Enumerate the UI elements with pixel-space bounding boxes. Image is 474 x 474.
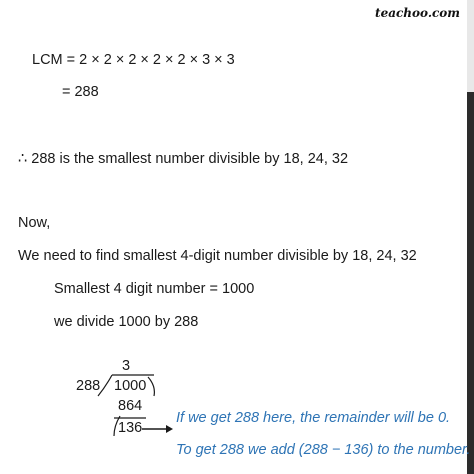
- lcm-line: LCM = 2 × 2 × 2 × 2 × 2 × 3 × 3: [32, 52, 235, 68]
- scrollbar-thumb[interactable]: [467, 92, 474, 474]
- requirement-line: We need to find smallest 4-digit number divisible by 18, 24, 32: [18, 248, 417, 264]
- scrollbar-track[interactable]: [467, 0, 474, 474]
- divide-line: we divide 1000 by 288: [54, 314, 199, 330]
- division-quotient: 3: [122, 358, 131, 374]
- division-product: 864: [118, 398, 143, 414]
- note-remainder: If we get 288 here, the remainder will be 0.: [176, 410, 451, 426]
- conclusion-line: ∴ 288 is the smallest number divisible by 18, 24, 32: [18, 151, 349, 167]
- note-add: To get 288 we add (288 − 136) to the number.: [176, 442, 471, 458]
- lcm-result-line: = 288: [62, 84, 99, 100]
- now-line: Now,: [18, 215, 51, 231]
- arrow-icon: [140, 419, 180, 439]
- smallest-number-line: Smallest 4 digit number = 1000: [54, 281, 255, 297]
- division-dividend: 1000: [114, 378, 147, 394]
- teachoo-watermark: teachoo.com: [375, 6, 460, 20]
- division-divisor: 288: [76, 378, 101, 394]
- division-remainder: 136: [118, 420, 143, 436]
